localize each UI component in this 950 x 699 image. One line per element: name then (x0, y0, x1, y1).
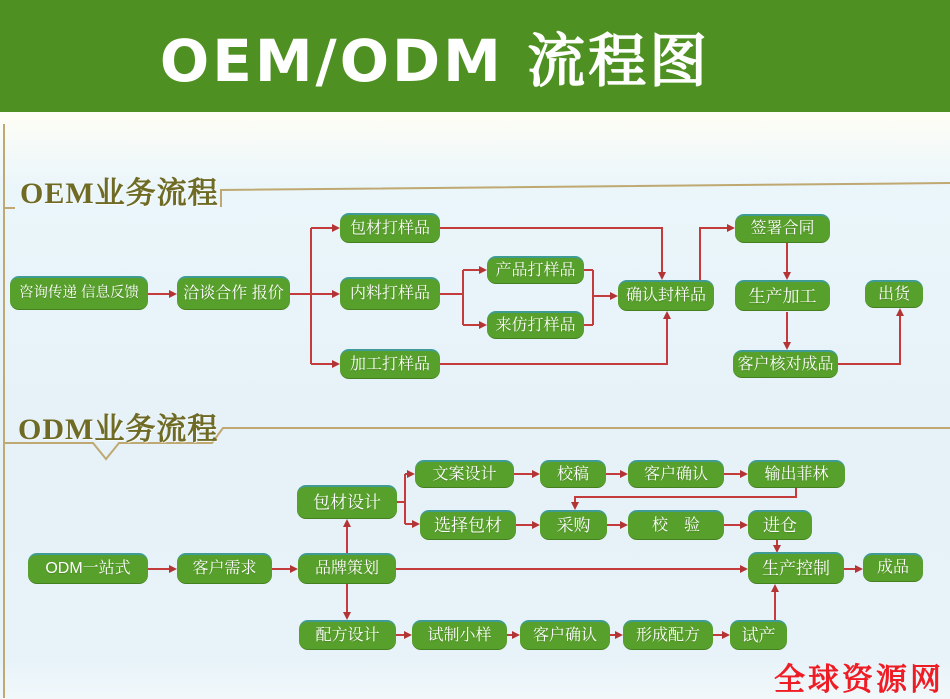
node-brand-planning: 品牌策划 (298, 553, 396, 584)
node-packaging-design: 包材设计 (297, 485, 397, 519)
node-proofreading: 校稿 (540, 460, 606, 488)
node-imitation-sample: 来仿打样品 (487, 311, 584, 339)
node-trial-production: 试产 (730, 620, 787, 650)
node-product-sample: 产品打样品 (487, 256, 584, 284)
node-sign-contract: 签署合同 (735, 214, 830, 243)
node-negotiate-quote: 洽谈合作 报价 (177, 276, 290, 310)
site-watermark: 全球资源网 (774, 662, 944, 698)
node-form-formula: 形成配方 (623, 620, 713, 650)
title-banner (0, 0, 950, 112)
node-verification: 校 验 (628, 510, 724, 540)
node-select-packaging: 选择包材 (420, 510, 516, 540)
odm-section-title: ODM业务流程 (18, 413, 219, 446)
node-formula-design: 配方设计 (299, 620, 396, 650)
node-purchasing: 采购 (540, 510, 607, 540)
node-output-film: 输出菲林 (748, 460, 845, 488)
node-warehouse-in: 进仓 (748, 510, 812, 540)
node-production-control: 生产控制 (748, 552, 844, 584)
node-customer-needs: 客户需求 (177, 553, 272, 584)
node-customer-check-finished: 客户核对成品 (733, 350, 838, 378)
node-customer-confirm-formula: 客户确认 (520, 620, 610, 650)
node-odm-one-stop: ODM一站式 (28, 553, 148, 584)
node-inner-material-sample: 内料打样品 (340, 277, 440, 310)
node-processing-sample: 加工打样品 (340, 349, 440, 379)
node-finished-product: 成品 (863, 553, 923, 582)
node-production-processing: 生产加工 (735, 280, 830, 311)
node-trial-sample: 试制小样 (412, 620, 507, 650)
oem-section-title: OEM业务流程 (20, 177, 219, 210)
node-shipping: 出货 (865, 280, 923, 308)
node-packaging-sample: 包材打样品 (340, 213, 440, 243)
node-customer-confirm-print: 客户确认 (628, 460, 724, 488)
node-copy-design: 文案设计 (415, 460, 514, 488)
node-consult-feedback: 咨询传递 信息反馈 (10, 276, 148, 310)
page-title: OEM/ODM 流程图 (159, 27, 711, 95)
node-confirm-sealed-sample: 确认封样品 (618, 280, 714, 311)
